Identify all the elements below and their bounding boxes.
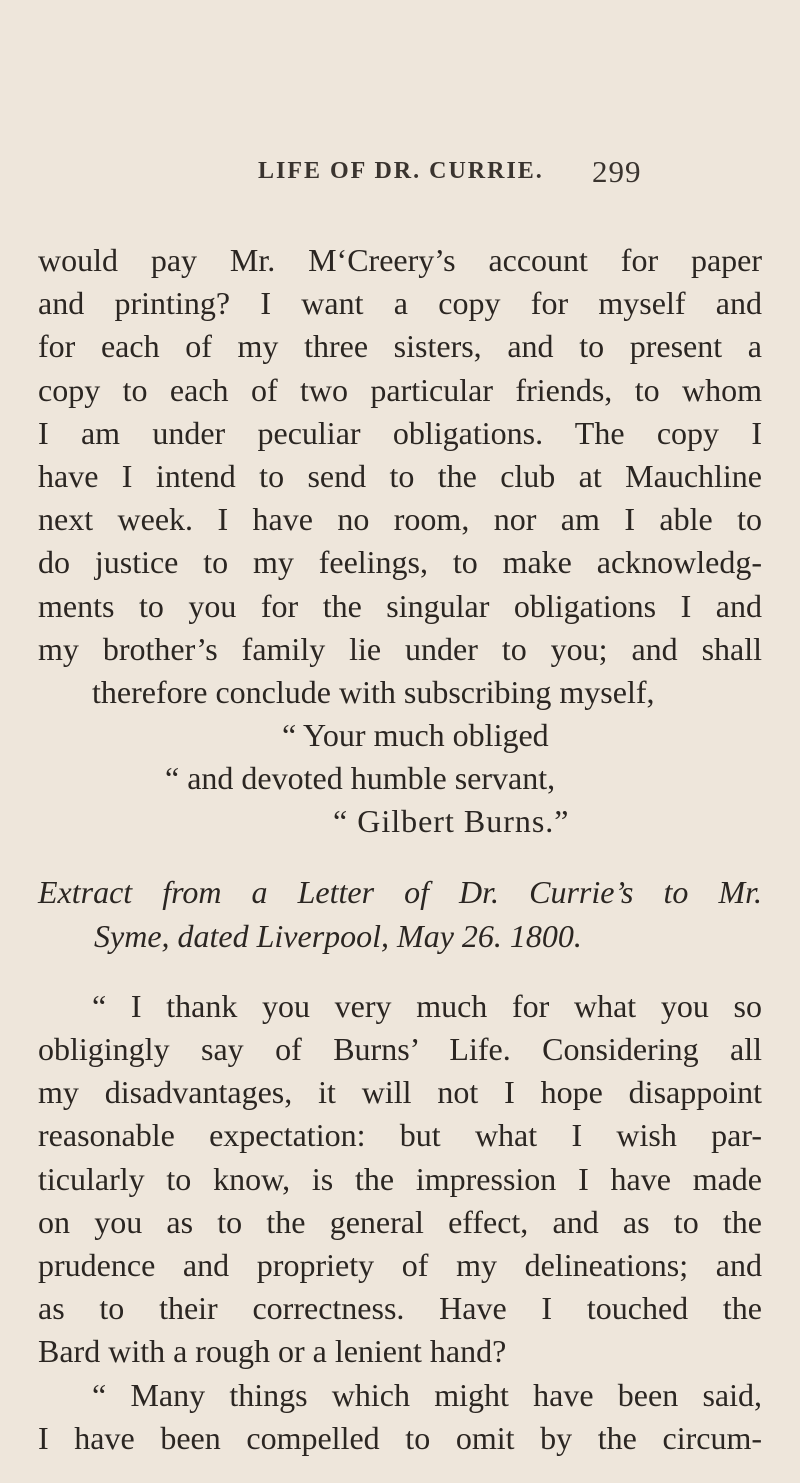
text-line: my disadvantages, it will not I hope disappoint (38, 1074, 762, 1110)
text-line: “ Many things which might have been said, (92, 1377, 762, 1413)
text-line: obligingly say of Burns’ Life. Considering all (38, 1031, 762, 1067)
text-line: I am under peculiar obligations. The copy I (38, 415, 762, 451)
page-number: 299 (592, 154, 642, 189)
text-line: copy to each of two particular friends, to whom (38, 372, 762, 408)
text-line: for each of my three sisters, and to present a (38, 328, 762, 364)
text-line: reasonable expectation: but what I wish par- (38, 1117, 762, 1153)
text-line: my brother’s family lie under to you; and shall (38, 631, 762, 667)
text-line: and printing? I want a copy for myself and (38, 285, 762, 321)
closing-line: “ and devoted humble servant, (165, 760, 556, 796)
text-line: therefore conclude with subscribing myself, (92, 674, 655, 710)
text-line: would pay Mr. M‘Creery’s account for paper (38, 242, 762, 278)
text-line: prudence and propriety of my delineations; and (38, 1247, 762, 1283)
text-line: “ I thank you very much for what you so (92, 988, 762, 1024)
text-line: ticularly to know, is the impression I have made (38, 1161, 762, 1197)
text-line: ments to you for the singular obligations I and (38, 588, 762, 624)
text-line: I have been compelled to omit by the circum- (38, 1420, 762, 1456)
text-line: do justice to my feelings, to make acknowledg- (38, 544, 762, 580)
page-header (0, 154, 800, 198)
signature-line: “ Gilbert Burns.” (333, 803, 570, 839)
text-line: on you as to the general effect, and as to the (38, 1204, 762, 1240)
text-line: Bard with a rough or a lenient hand? (38, 1333, 507, 1369)
heading-line: Extract from a Letter of Dr. Currie’s to Mr. (38, 874, 762, 910)
running-title: LIFE OF DR. CURRIE. (258, 158, 544, 184)
text-line: have I intend to send to the club at Mauchline (38, 458, 762, 494)
closing-line: “ Your much obliged (282, 717, 549, 753)
text-line: next week. I have no room, nor am I able to (38, 501, 762, 537)
heading-line: Syme, dated Liverpool, May 26. 1800. (94, 918, 582, 954)
text-line: as to their correctness. Have I touched the (38, 1290, 762, 1326)
